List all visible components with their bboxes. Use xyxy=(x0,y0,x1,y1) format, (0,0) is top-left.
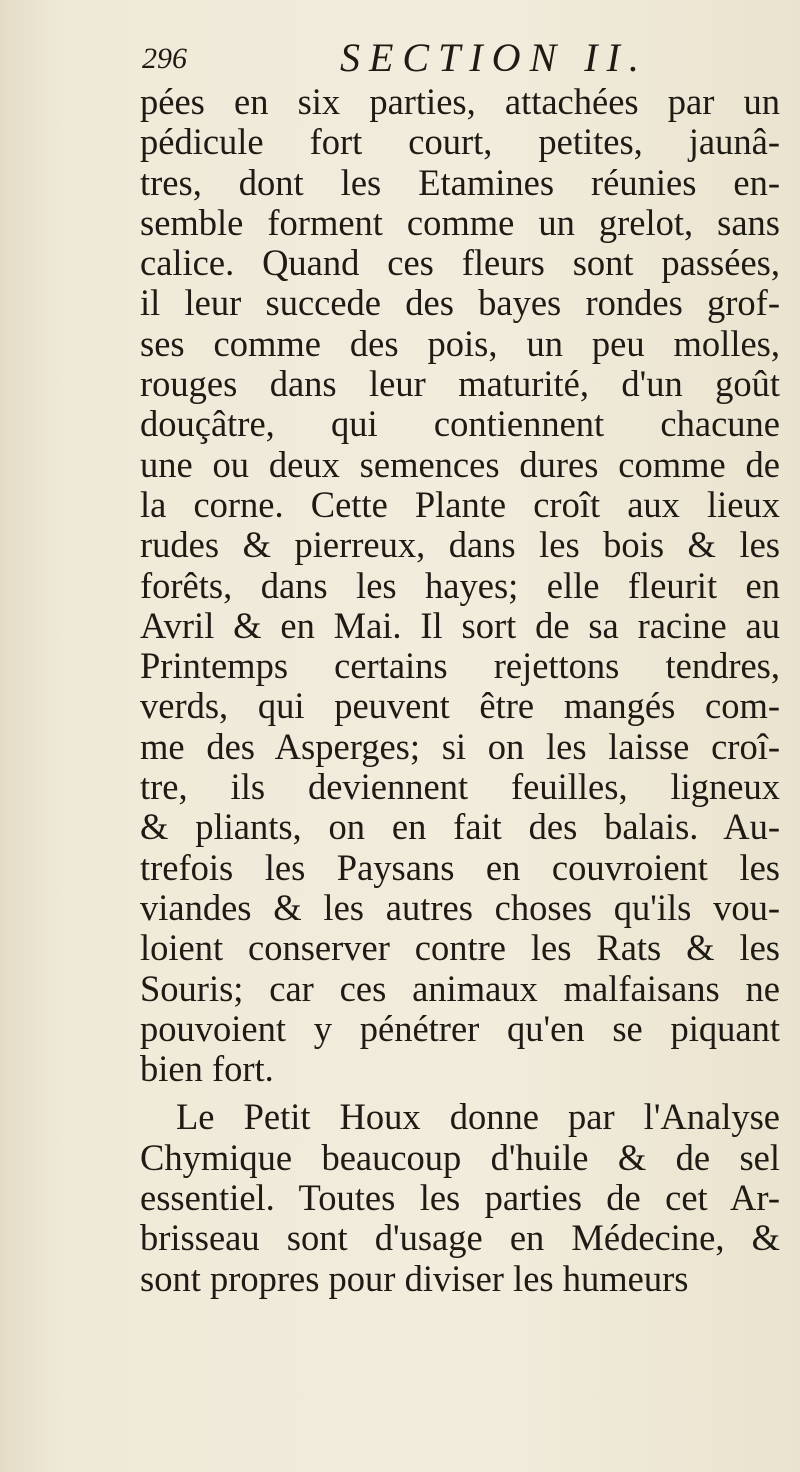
text-line: douçâtre, qui contiennent chacune xyxy=(140,403,780,445)
text-line: semble forment comme un grelot, sans xyxy=(140,201,780,243)
text-line: Souris; car ces animaux malfaisans ne xyxy=(140,967,780,1009)
text-line: pées en six parties, attachées par un xyxy=(140,81,780,122)
text-line: Le Petit Houx donne par l'Analyse xyxy=(176,1096,780,1138)
text-line: trefois les Paysans en couvroient les xyxy=(140,846,780,888)
paragraph xyxy=(140,1097,780,1298)
text-line: pédicule fort court, petites, jaunâ- xyxy=(140,121,780,163)
text-line: tres, dont les Etamines réunies en- xyxy=(140,161,780,203)
text-line: sont propres pour diviser les humeurs xyxy=(140,1257,689,1299)
running-head: SECTION II. xyxy=(340,35,648,80)
paragraph xyxy=(140,82,780,1089)
text-line: une ou deux semences dures comme de xyxy=(140,443,780,485)
page-header xyxy=(142,34,762,84)
text-line: brisseau sont d'usage en Médecine, & xyxy=(140,1217,780,1259)
text-line: viandes & les autres choses qu'ils vou- xyxy=(140,886,780,928)
text-line: essentiel. Toutes les parties de cet Ar- xyxy=(140,1177,780,1219)
text-line: verds, qui peuvent être mangés com- xyxy=(140,685,780,727)
text-line: Chymique beaucoup d'huile & de sel xyxy=(140,1136,780,1178)
text-line: la corne. Cette Plante croît aux lieux xyxy=(140,483,780,525)
text-line: Printemps certains rejettons tendres, xyxy=(140,645,780,687)
text-line: calice. Quand ces fleurs sont passées, xyxy=(140,242,780,284)
text-line: rouges dans leur maturité, d'un goût xyxy=(140,363,780,405)
text-line: pouvoient y pénétrer qu'en se piquant xyxy=(140,1007,780,1049)
text-line: bien fort. xyxy=(140,1048,274,1090)
page-number: 296 xyxy=(142,42,187,75)
body-text xyxy=(140,82,780,1299)
text-line: il leur succede des bayes rondes grof- xyxy=(140,282,780,324)
text-line: forêts, dans les hayes; elle fleurit en xyxy=(140,564,780,606)
text-line: rudes & pierreux, dans les bois & les xyxy=(140,524,780,566)
text-line: ses comme des pois, un peu molles, xyxy=(140,322,780,364)
text-line: tre, ils deviennent feuilles, ligneux xyxy=(140,766,780,808)
text-line: Avril & en Mai. Il sort de sa racine au xyxy=(140,604,780,646)
text-line: & pliants, on en fait des balais. Au- xyxy=(140,806,780,848)
text-line: loient conserver contre les Rats & les xyxy=(140,927,780,969)
text-line: me des Asperges; si on les laisse croî- xyxy=(140,725,780,767)
